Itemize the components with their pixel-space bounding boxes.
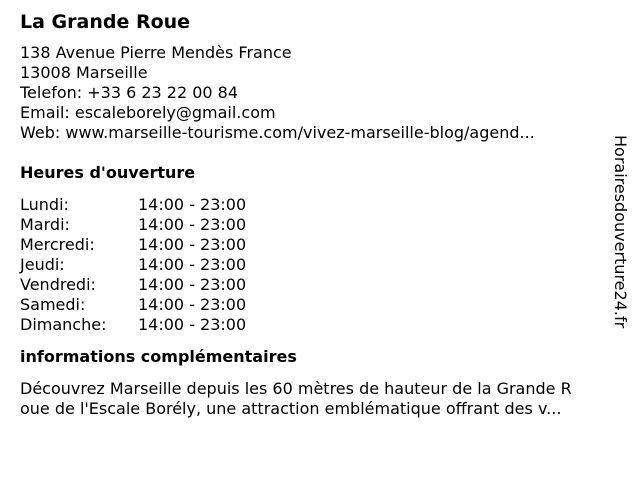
web-text: Web: www.marseille-tourisme.com/vivez-marseille-blog/agend... xyxy=(20,123,535,142)
time-range: 14:00 - 23:00 xyxy=(138,275,247,294)
day-label: Mardi: xyxy=(20,215,70,234)
day-label: Mercredi: xyxy=(20,235,95,254)
time-range: 14:00 - 23:00 xyxy=(138,235,247,254)
day-label: Dimanche: xyxy=(20,315,107,334)
address-street: 138 Avenue Pierre Mendès France xyxy=(20,43,292,62)
email-text: Email: escaleborely@gmail.com xyxy=(20,103,276,122)
place-card xyxy=(20,9,610,419)
time-range: 14:00 - 23:00 xyxy=(138,295,247,314)
hours-row-thursday xyxy=(20,255,610,275)
day-label: Vendredi: xyxy=(20,275,96,294)
time-range: 14:00 - 23:00 xyxy=(138,315,247,334)
hours-row-sunday xyxy=(20,315,610,335)
day-label: Jeudi: xyxy=(20,255,65,274)
hours-row-tuesday xyxy=(20,215,610,235)
info-heading: informations complémentaires xyxy=(20,347,297,366)
time-range: 14:00 - 23:00 xyxy=(138,255,247,274)
place-name: La Grande Roue xyxy=(20,11,191,33)
info-description-line: Découvrez Marseille depuis les 60 mètres de hauteur de la Grande R xyxy=(20,379,572,398)
day-label: Samedi: xyxy=(20,295,86,314)
phone-text: Telefon: +33 6 23 22 00 84 xyxy=(20,83,239,102)
time-range: 14:00 - 23:00 xyxy=(138,195,247,214)
hours-table xyxy=(20,195,610,335)
time-range: 14:00 - 23:00 xyxy=(138,215,247,234)
hours-heading: Heures d'ouverture xyxy=(20,163,196,182)
hours-row-friday xyxy=(20,275,610,295)
address-city: 13008 Marseille xyxy=(20,63,148,82)
info-description xyxy=(20,379,610,419)
hours-row-wednesday xyxy=(20,235,610,255)
day-label: Lundi: xyxy=(20,195,69,214)
info-description-line: oue de l'Escale Borély, une attraction emblématique offrant des v... xyxy=(20,399,562,418)
site-watermark: Horairesdouverture24.fr xyxy=(611,135,630,329)
hours-row-monday xyxy=(20,195,610,215)
hours-row-saturday xyxy=(20,295,610,315)
